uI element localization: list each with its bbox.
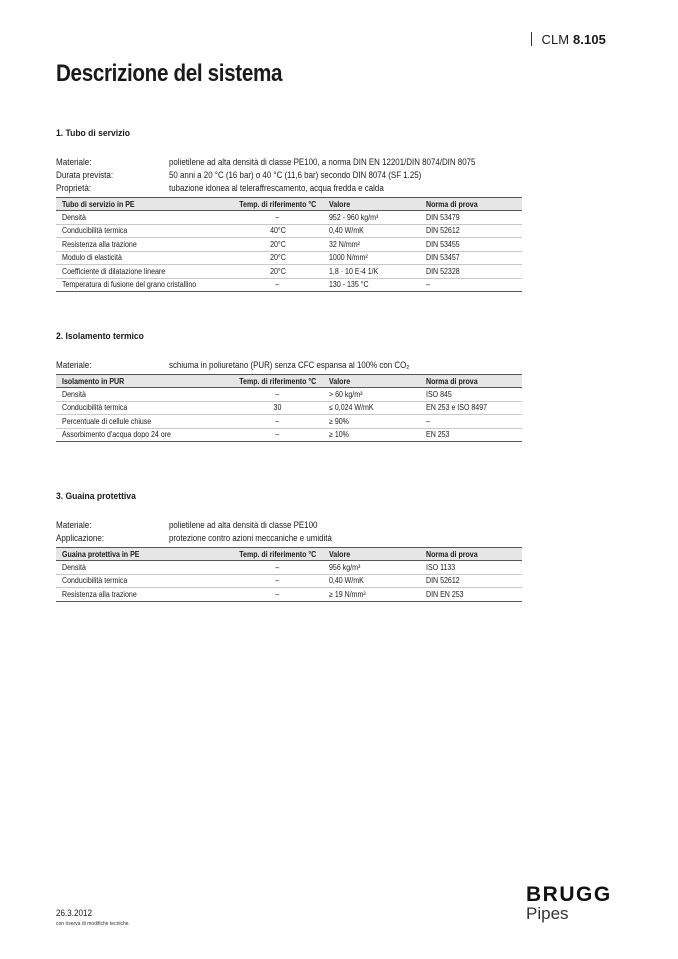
table-row — [56, 401, 522, 415]
column-header-text: Isolamento in PUR — [62, 376, 125, 386]
table-cell-text: Temperatura di fusione del grano cristallino — [62, 280, 197, 290]
table-header-row — [56, 198, 522, 211]
table-cell-text: DIN 53479 — [426, 212, 460, 222]
column-header-text: Norma di prova — [426, 376, 478, 386]
property-value: schiuma in poliuretano (PUR) senza CFC espansa al 100% con CO₂ — [169, 360, 410, 370]
table-cell-text: – — [275, 562, 280, 572]
table-cell — [232, 588, 323, 602]
table-row — [56, 265, 522, 279]
table-cell — [56, 388, 232, 402]
property-key: Materiale: — [56, 360, 92, 370]
table-cell-text: Densità — [62, 389, 86, 399]
table-cell — [232, 428, 323, 442]
brugg-logo — [526, 884, 612, 922]
table-cell-text: EN 253 — [426, 430, 450, 440]
property-value: tubazione idonea al teleraffrescamento, acqua fredda e calda — [169, 183, 384, 193]
table-cell-text: – — [275, 416, 280, 426]
column-header — [56, 375, 232, 388]
property-key: Materiale: — [56, 157, 92, 167]
table-cell-text: ≥ 10% — [329, 430, 349, 440]
table-cell-text: ISO 1133 — [426, 562, 456, 572]
spec-table — [56, 374, 522, 442]
column-header-text: Valore — [329, 199, 351, 209]
table-cell — [232, 211, 323, 225]
table-cell-text: > 60 kg/m³ — [329, 389, 363, 399]
table-cell — [323, 401, 420, 415]
table-cell — [420, 401, 522, 415]
table-row — [56, 224, 522, 238]
column-header — [323, 198, 420, 211]
property-key: Applicazione: — [56, 533, 105, 543]
table-cell-text: – — [275, 280, 280, 290]
table-cell-text: 40°C — [269, 226, 286, 236]
table-row — [56, 428, 522, 442]
section-heading: 1. Tubo di servizio — [56, 128, 130, 139]
table-cell — [56, 238, 232, 252]
table-cell-text: 30 — [273, 403, 282, 413]
table-cell — [323, 574, 420, 588]
table-cell — [323, 238, 420, 252]
table-row — [56, 415, 522, 429]
column-header — [232, 375, 323, 388]
table-cell — [420, 224, 522, 238]
footer-date: 26.3.2012 — [56, 908, 93, 918]
table-cell-text: DIN EN 253 — [426, 589, 464, 599]
code-number: 8.105 — [572, 32, 606, 47]
column-header-text: Temp. di riferimento °C — [238, 549, 316, 559]
table-cell-text: – — [426, 280, 430, 290]
column-header-text: Tubo di servizio in PE — [62, 199, 135, 209]
property-list — [56, 519, 522, 545]
table-cell-text: Conducibilità termica — [62, 576, 128, 586]
property-row — [56, 182, 522, 195]
table-cell — [323, 415, 420, 429]
property-key: Durata prevista: — [56, 170, 114, 180]
table-row — [56, 211, 522, 225]
table-cell-text: DIN 53457 — [426, 253, 460, 263]
section-heading: 2. Isolamento termico — [56, 331, 144, 342]
logo-sub: Pipes — [526, 904, 569, 923]
table-cell — [56, 415, 232, 429]
property-value: protezione contro azioni meccaniche e umidità — [169, 533, 332, 543]
spec-table — [56, 197, 522, 292]
column-header-text: Norma di prova — [426, 199, 478, 209]
table-cell — [232, 278, 323, 292]
table-cell — [56, 278, 232, 292]
table-cell — [323, 388, 420, 402]
property-key: Materiale: — [56, 520, 92, 530]
table-cell — [232, 238, 323, 252]
table-cell — [323, 251, 420, 265]
property-row — [56, 532, 522, 545]
property-key: Proprietà: — [56, 183, 92, 193]
table-cell — [232, 265, 323, 279]
table-cell — [232, 574, 323, 588]
table-cell — [232, 388, 323, 402]
table-cell-text: DIN 53455 — [426, 239, 460, 249]
table-cell — [232, 251, 323, 265]
table-cell-text: Resistenza alla trazione — [62, 239, 137, 249]
table-cell-text: DIN 52612 — [426, 576, 460, 586]
table-cell-text: 0,40 W/mK — [329, 226, 364, 236]
code-prefix: CLM — [541, 32, 570, 47]
table-cell-text: – — [275, 430, 280, 440]
table-cell-text: 1000 N/mm² — [329, 253, 368, 263]
table-row — [56, 251, 522, 265]
table-cell — [323, 588, 420, 602]
table-cell-text: – — [275, 212, 280, 222]
table-cell — [323, 561, 420, 575]
table-cell-text: ≤ 0,024 W/mK — [329, 403, 374, 413]
column-header — [232, 548, 323, 561]
table-cell — [420, 588, 522, 602]
property-row — [56, 359, 522, 372]
table-cell — [323, 278, 420, 292]
table-cell-text: DIN 52612 — [426, 226, 460, 236]
table-cell — [420, 238, 522, 252]
table-cell-text: Densità — [62, 212, 86, 222]
table-cell-text: Resistenza alla trazione — [62, 589, 137, 599]
table-cell-text: 20°C — [269, 266, 286, 276]
column-header-text: Guaina protettiva in PE — [62, 549, 140, 559]
table-cell-text: ISO 845 — [426, 389, 452, 399]
table-cell — [56, 401, 232, 415]
table-cell-text: ≥ 19 N/mm² — [329, 589, 366, 599]
section-protective-casing — [56, 491, 522, 602]
table-cell-text: Conducibilità termica — [62, 403, 128, 413]
table-cell-text: – — [275, 589, 280, 599]
table-cell-text: 952 - 960 kg/m³ — [329, 212, 379, 222]
table-cell-text: 1,8 · 10 E-4 1/K — [329, 266, 379, 276]
table-cell-text: – — [426, 416, 430, 426]
table-cell — [56, 574, 232, 588]
table-cell-text: – — [275, 576, 280, 586]
table-cell — [420, 265, 522, 279]
column-header-text: Temp. di riferimento °C — [238, 199, 316, 209]
property-row — [56, 519, 522, 532]
table-row — [56, 388, 522, 402]
table-cell — [420, 561, 522, 575]
table-cell — [420, 428, 522, 442]
table-cell-text: Modulo di elasticità — [62, 253, 122, 263]
table-cell-text: 130 - 135 °C — [329, 280, 369, 290]
table-cell — [420, 388, 522, 402]
table-cell — [420, 211, 522, 225]
spec-table — [56, 547, 522, 602]
column-header — [323, 548, 420, 561]
table-cell — [420, 251, 522, 265]
table-cell — [56, 251, 232, 265]
table-cell — [56, 265, 232, 279]
table-cell — [232, 401, 323, 415]
column-header-text: Temp. di riferimento °C — [238, 376, 316, 386]
property-value: 50 anni a 20 °C (16 bar) o 40 °C (11,6 bar) secondo DIN 8074 (SF 1.25) — [169, 170, 422, 180]
table-cell — [323, 428, 420, 442]
column-header-text: Valore — [329, 549, 351, 559]
table-cell-text: 0,40 W/mK — [329, 576, 364, 586]
table-cell — [56, 211, 232, 225]
column-header — [56, 198, 232, 211]
table-cell — [323, 211, 420, 225]
column-header-text: Valore — [329, 376, 351, 386]
table-cell-text: Assorbimento d'acqua dopo 24 ore — [62, 430, 171, 440]
section-service-pipe — [56, 128, 522, 292]
property-row — [56, 156, 522, 169]
property-row — [56, 169, 522, 182]
table-cell-text: EN 253 e ISO 8497 — [426, 403, 488, 413]
table-cell-text: Densità — [62, 562, 86, 572]
table-header-row — [56, 375, 522, 388]
property-list — [56, 156, 522, 195]
column-header — [420, 375, 522, 388]
property-value: polietilene ad alta densità di classe PE100, a norma DIN EN 12201/DIN 8074/DIN 8075 — [169, 157, 476, 167]
code-divider — [531, 32, 532, 46]
table-cell-text: 20°C — [269, 239, 286, 249]
table-cell — [56, 561, 232, 575]
table-cell-text: – — [275, 389, 280, 399]
table-cell — [232, 561, 323, 575]
table-row — [56, 588, 522, 602]
column-header-text: Norma di prova — [426, 549, 478, 559]
table-cell-text: 32 N/mm² — [329, 239, 360, 249]
table-row — [56, 238, 522, 252]
table-cell — [56, 588, 232, 602]
column-header — [232, 198, 323, 211]
table-cell — [56, 428, 232, 442]
document-code — [531, 32, 606, 47]
table-row — [56, 278, 522, 292]
table-cell — [420, 278, 522, 292]
logo-brand: BRUGG — [526, 883, 612, 906]
table-cell — [323, 224, 420, 238]
table-cell-text: Conducibilità termica — [62, 226, 128, 236]
table-cell-text: 20°C — [269, 253, 286, 263]
table-cell — [323, 265, 420, 279]
table-cell — [420, 415, 522, 429]
table-cell — [420, 574, 522, 588]
section-thermal-insulation — [56, 331, 522, 442]
property-value: polietilene ad alta densità di classe PE100 — [169, 520, 318, 530]
footer-note: con riserva di modifiche tecniche. — [56, 921, 130, 927]
table-cell — [56, 224, 232, 238]
table-cell-text: 956 kg/m³ — [329, 562, 361, 572]
table-cell-text: Percentuale di cellule chiuse — [62, 416, 152, 426]
table-cell-text: DIN 52328 — [426, 266, 460, 276]
table-row — [56, 574, 522, 588]
column-header — [420, 198, 522, 211]
column-header — [420, 548, 522, 561]
table-cell-text: ≥ 90% — [329, 416, 349, 426]
table-header-row — [56, 548, 522, 561]
column-header — [56, 548, 232, 561]
section-heading: 3. Guaina protettiva — [56, 491, 136, 502]
table-cell-text: Coefficiente di dilatazione lineare — [62, 266, 166, 276]
property-list — [56, 359, 522, 372]
table-row — [56, 561, 522, 575]
table-cell — [232, 415, 323, 429]
page-title: Descrizione del sistema — [56, 60, 283, 87]
table-cell — [232, 224, 323, 238]
column-header — [323, 375, 420, 388]
